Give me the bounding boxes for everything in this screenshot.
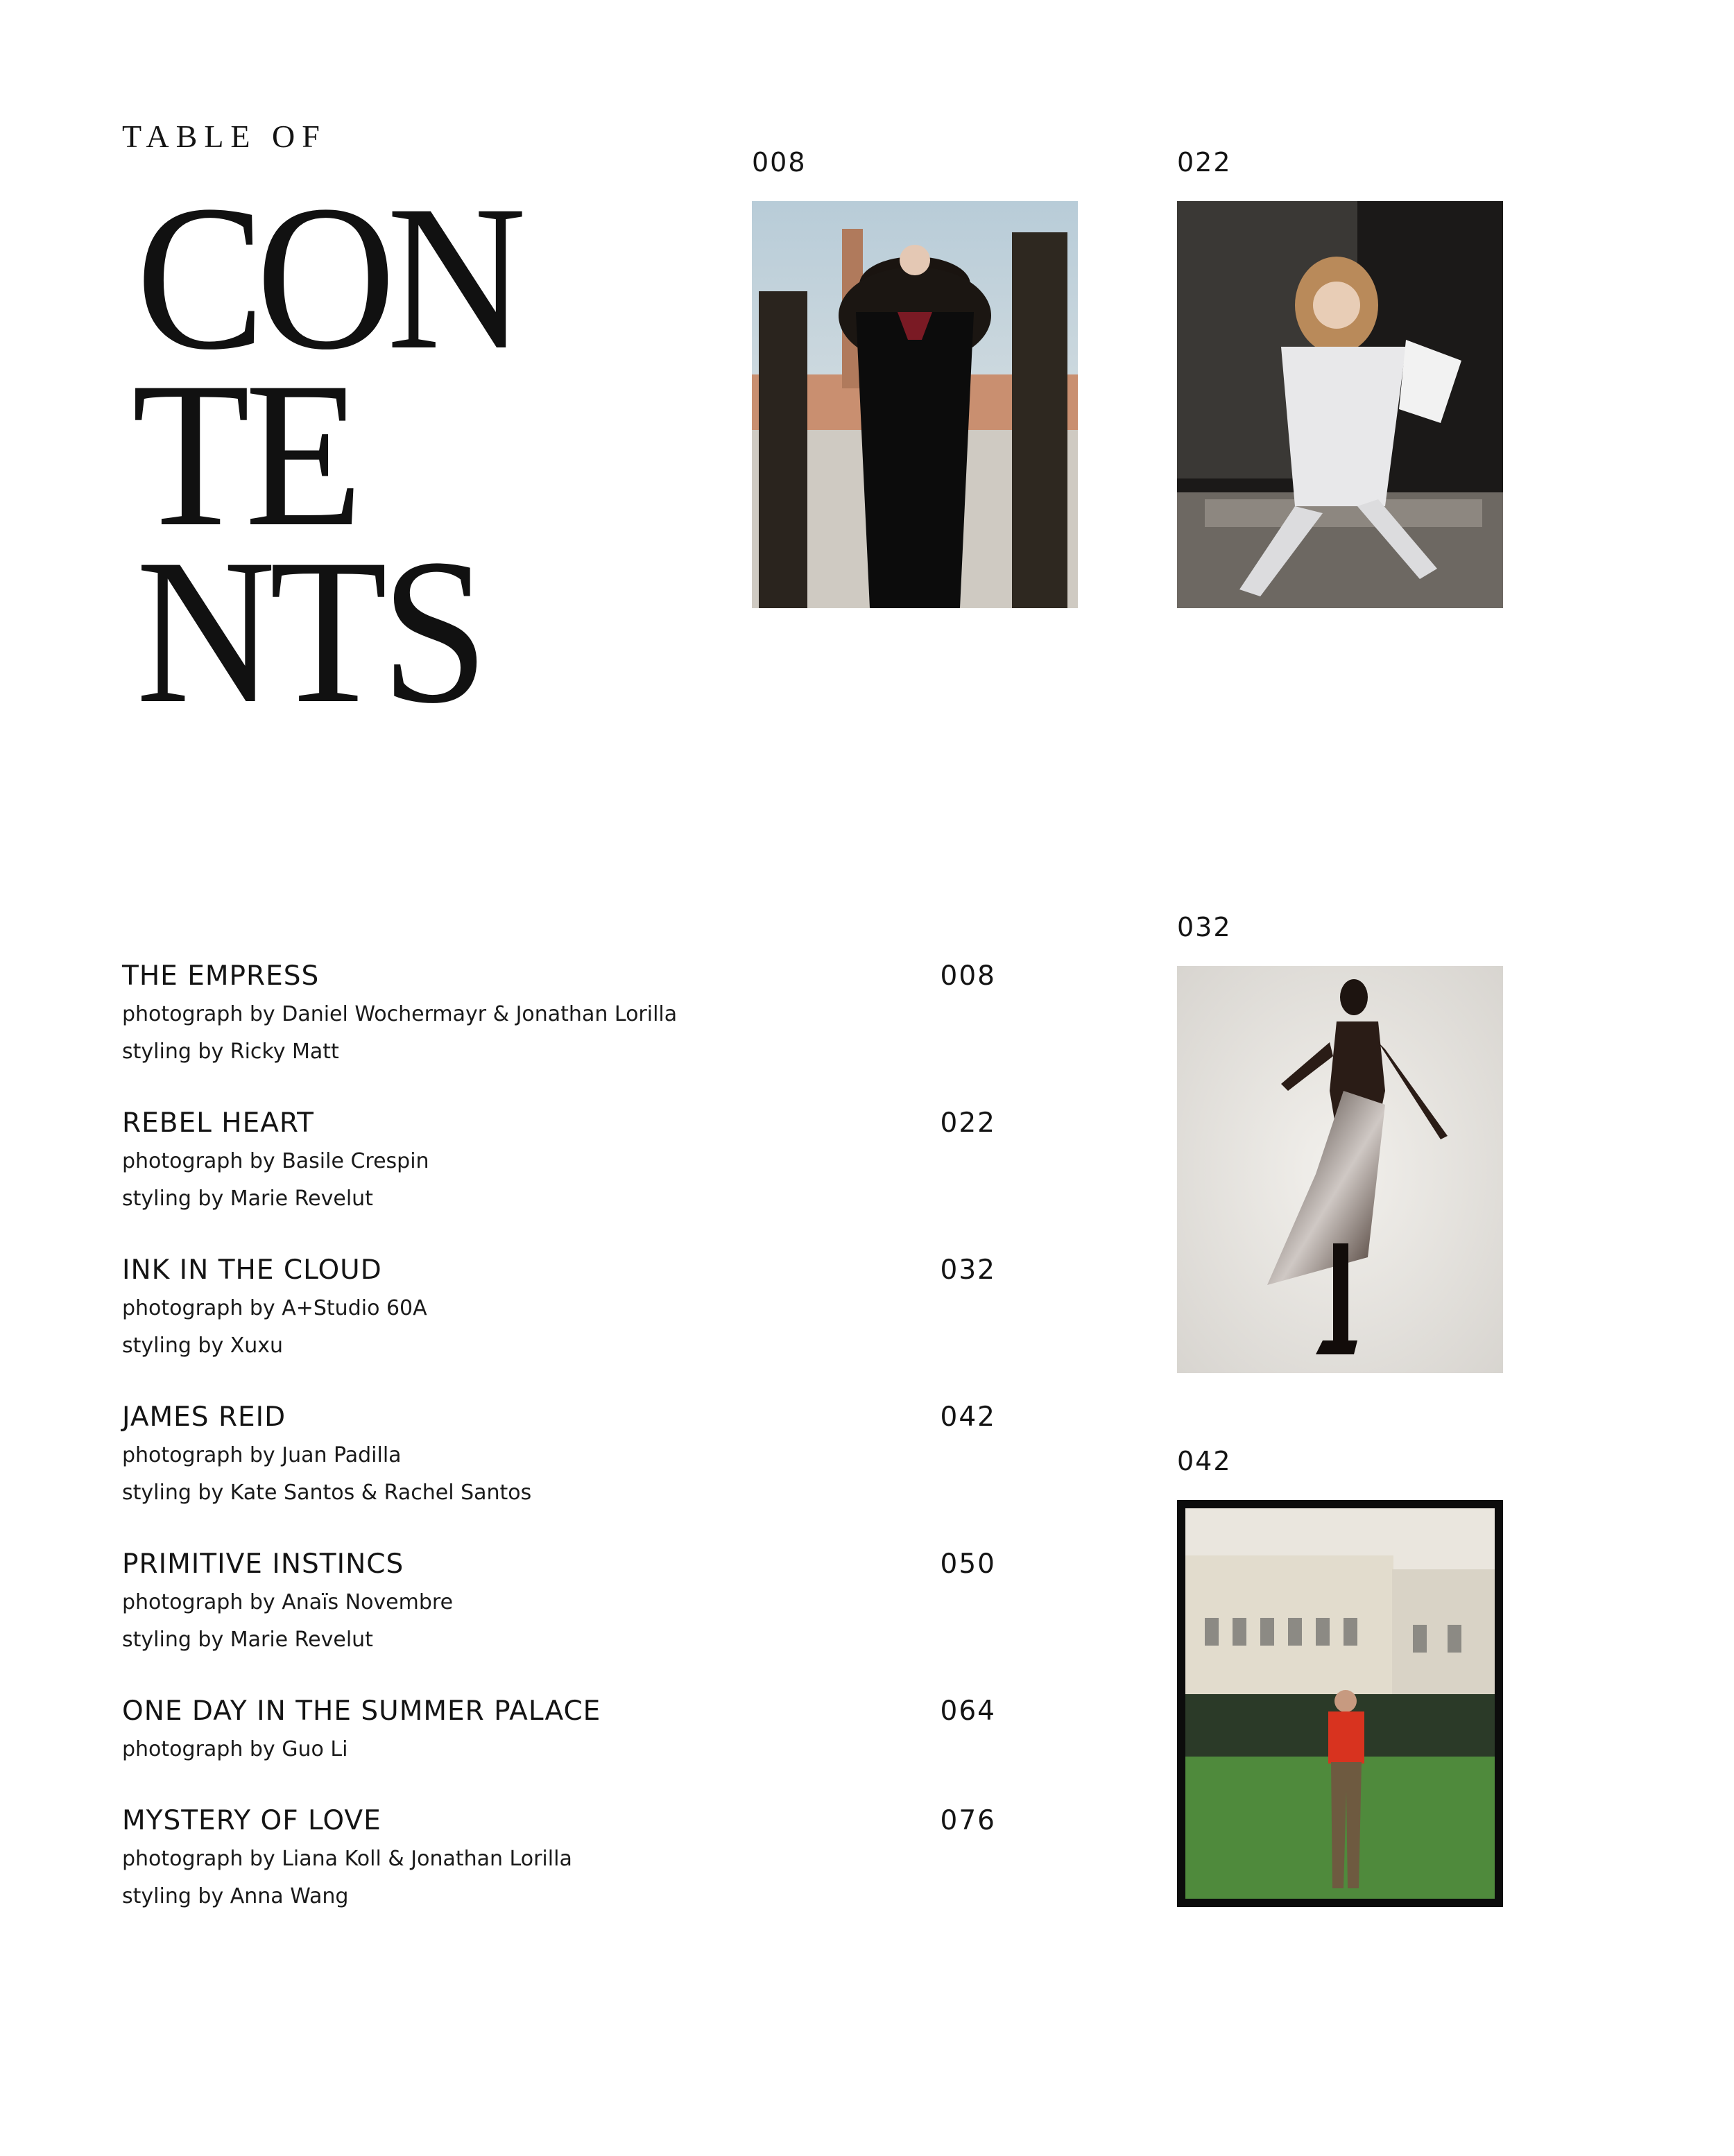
photo-page-number-042: 042: [1177, 1446, 1232, 1476]
entry-page-number: 050: [940, 1549, 996, 1580]
toc-entry-primitive-instincs[interactable]: [122, 1545, 996, 1659]
entry-credit-styling: styling by Anna Wang: [122, 1884, 349, 1908]
entry-title[interactable]: INK IN THE CLOUD: [122, 1254, 382, 1286]
entry-credit-photograph: photograph by Basile Crespin: [122, 1149, 429, 1173]
toc-entry-rebel-heart[interactable]: [122, 1104, 996, 1218]
man-in-red-sweater-photo[interactable]: [1177, 1500, 1503, 1907]
toc-list: [122, 957, 996, 1915]
entry-credit-photograph: photograph by Guo Li: [122, 1737, 348, 1761]
entry-page-number: 064: [940, 1696, 996, 1727]
photo-page-number-032: 032: [1177, 912, 1232, 942]
entry-credit-photograph: photograph by Daniel Wochermayr & Jonathan Lorilla: [122, 1002, 678, 1026]
entry-credit-styling: styling by Marie Revelut: [122, 1187, 373, 1211]
entry-title[interactable]: MYSTERY OF LOVE: [122, 1805, 381, 1836]
toc-entry-james-reid[interactable]: [122, 1398, 996, 1512]
photo-page-number-008: 008: [752, 147, 807, 178]
table-of-kicker: TABLE OF: [122, 119, 327, 154]
entry-title[interactable]: REBEL HEART: [122, 1107, 314, 1139]
entry-credit-photograph: photograph by Juan Padilla: [122, 1443, 402, 1467]
entry-page-number: 008: [940, 960, 996, 992]
toc-entry-the-empress[interactable]: [122, 957, 996, 1071]
toc-entry-one-day-in-the-summer-palace[interactable]: [122, 1692, 996, 1768]
entry-credit-styling: styling by Kate Santos & Rachel Santos: [122, 1481, 532, 1505]
toc-entry-mystery-of-love[interactable]: [122, 1802, 996, 1915]
contents-title-line-1: CON: [136, 162, 518, 393]
entry-title[interactable]: PRIMITIVE INSTINCS: [122, 1549, 404, 1580]
entry-title[interactable]: THE EMPRESS: [122, 960, 320, 992]
woman-in-black-gown-photo[interactable]: [752, 201, 1078, 608]
entry-credit-photograph: photograph by A+Studio 60A: [122, 1296, 427, 1320]
entry-credit-styling: styling by Xuxu: [122, 1334, 284, 1358]
entry-page-number: 032: [940, 1254, 996, 1286]
entry-page-number: 042: [940, 1402, 996, 1433]
entry-title[interactable]: ONE DAY IN THE SUMMER PALACE: [122, 1696, 601, 1727]
entry-page-number: 022: [940, 1107, 996, 1139]
toc-entry-ink-in-the-cloud[interactable]: [122, 1251, 996, 1365]
entry-title[interactable]: JAMES REID: [122, 1402, 286, 1433]
contents-title-line-2: TE: [132, 339, 358, 569]
contents-title-line-3: NTS: [136, 516, 483, 746]
entry-credit-photograph: photograph by Anaïs Novembre: [122, 1590, 454, 1614]
entry-credit-styling: styling by Marie Revelut: [122, 1628, 373, 1652]
entry-credit-styling: styling by Ricky Matt: [122, 1040, 339, 1064]
photo-page-number-022: 022: [1177, 147, 1232, 178]
entry-page-number: 076: [940, 1805, 996, 1836]
entry-credit-photograph: photograph by Liana Koll & Jonathan Lorilla: [122, 1847, 572, 1871]
model-dancing-in-dress-photo[interactable]: [1177, 966, 1503, 1373]
woman-seated-white-outfit-photo[interactable]: [1177, 201, 1503, 608]
